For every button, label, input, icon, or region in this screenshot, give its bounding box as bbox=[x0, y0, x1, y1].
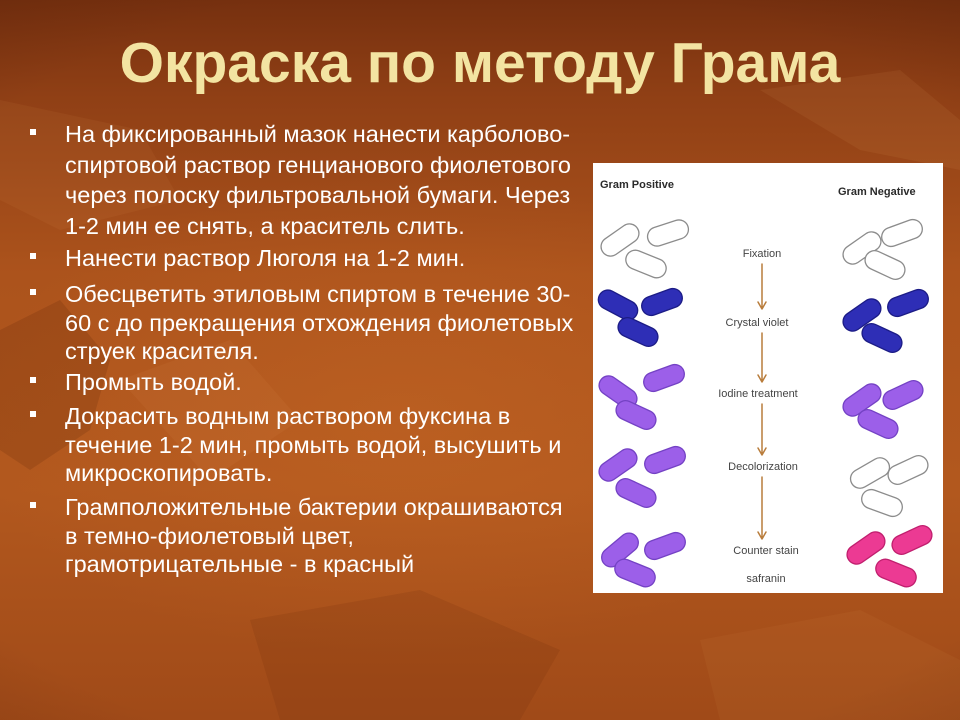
bullet-text bbox=[65, 244, 465, 273]
gram-positive-cell-counter-stain bbox=[642, 530, 688, 562]
gram-negative-cell-counter-stain bbox=[873, 556, 919, 589]
gram-positive-column bbox=[595, 217, 691, 589]
bullet-line: в темно-фиолетовый цвет, bbox=[65, 522, 354, 549]
step-arrow bbox=[758, 404, 766, 455]
gram-negative-cell-decolorization bbox=[859, 487, 905, 519]
bullet-line: спиртовой раствор генцианового фиолетового bbox=[65, 151, 571, 178]
step-label-decolorization: Decolorization bbox=[728, 461, 798, 473]
gram-positive-cell-counter-stain bbox=[612, 556, 658, 589]
gram-negative-heading: Gram Negative bbox=[838, 186, 916, 198]
bullet-text bbox=[65, 493, 563, 579]
gram-positive-cell-fixation bbox=[645, 217, 691, 248]
step-label-counter-stain: Counter stain bbox=[733, 545, 799, 557]
gram-negative-column bbox=[839, 217, 935, 590]
gram-negative-cell-decolorization bbox=[885, 453, 931, 488]
bullet-line: 60 с до прекращения отхождения фиолетовых bbox=[65, 309, 574, 336]
bullet-marker bbox=[30, 253, 36, 259]
gram-positive-cell-crystal-violet bbox=[615, 315, 661, 350]
gram-negative-cell-counter-stain bbox=[889, 523, 935, 558]
gram-negative-cell-iodine bbox=[855, 407, 901, 442]
gram-stain-diagram bbox=[593, 163, 943, 593]
gram-positive-cell-decolorization bbox=[595, 445, 640, 485]
bullet-line: 1-2 мин ее снять, а краситель слить. bbox=[65, 212, 465, 239]
bullet-line: течение 1-2 мин, промыть водой, высушить и bbox=[65, 431, 562, 458]
bullet-line: Нанести раствор Люголя на 1-2 мин. bbox=[65, 245, 466, 271]
bullet-marker bbox=[30, 411, 36, 417]
step-arrow bbox=[758, 477, 766, 539]
gram-positive-cell-iodine bbox=[641, 362, 687, 394]
step-arrow bbox=[758, 333, 766, 382]
bullet-text bbox=[65, 280, 573, 366]
bullet-line: Грамположительные бактерии окрашиваются bbox=[65, 494, 563, 520]
background-leaf-shape bbox=[700, 610, 960, 720]
bullet-line: Обесцветить этиловым спиртом в течение 30- bbox=[65, 281, 571, 307]
step-label-fixation: Fixation bbox=[742, 248, 782, 260]
step-label-safranin: safranin bbox=[746, 573, 786, 585]
gram-negative-cell-iodine bbox=[880, 378, 926, 413]
background-leaf-shape bbox=[250, 590, 560, 720]
gram-negative-cell-crystal-violet bbox=[885, 287, 931, 319]
bullet-text bbox=[65, 119, 571, 241]
slide-title: Окраска по методу Грама bbox=[119, 31, 841, 95]
bullet-text bbox=[65, 402, 561, 488]
step-label-crystal-violet: Crystal violet bbox=[725, 317, 789, 329]
gram-negative-cell-decolorization bbox=[847, 454, 893, 491]
gram-positive-cell-decolorization bbox=[613, 476, 659, 511]
gram-negative-cell-fixation bbox=[879, 217, 925, 249]
gram-negative-cell-crystal-violet bbox=[859, 321, 905, 356]
bullet-marker bbox=[30, 129, 36, 135]
bullet-line: На фиксированный мазок нанести карболово- bbox=[65, 121, 571, 147]
bullet-marker bbox=[30, 502, 36, 508]
step-arrow bbox=[758, 264, 766, 309]
bullet-marker bbox=[30, 289, 36, 295]
gram-positive-cell-crystal-violet bbox=[639, 286, 685, 318]
gram-positive-heading: Gram Positive bbox=[600, 179, 674, 191]
gram-positive-cell-crystal-violet bbox=[595, 287, 641, 323]
gram-negative-cell-fixation bbox=[862, 248, 908, 283]
step-label-iodine: Iodine treatment bbox=[718, 388, 798, 400]
diagram-canvas bbox=[593, 163, 943, 593]
bullet-line: Докрасить водным раствором фуксина в bbox=[65, 403, 511, 429]
gram-positive-cell-fixation bbox=[623, 247, 669, 280]
bullet-line: грамотрицательные - в красный bbox=[65, 551, 415, 577]
bullet-line: через полоску фильтровальной бумаги. Через bbox=[65, 182, 571, 208]
gram-positive-cell-decolorization bbox=[642, 444, 688, 476]
bullet-line: струек красителя. bbox=[65, 338, 259, 364]
bullet-line: Промыть водой. bbox=[65, 369, 242, 395]
bullet-line: микроскопировать. bbox=[65, 460, 273, 486]
bullet-marker bbox=[30, 377, 36, 383]
bullet-text bbox=[65, 368, 242, 397]
